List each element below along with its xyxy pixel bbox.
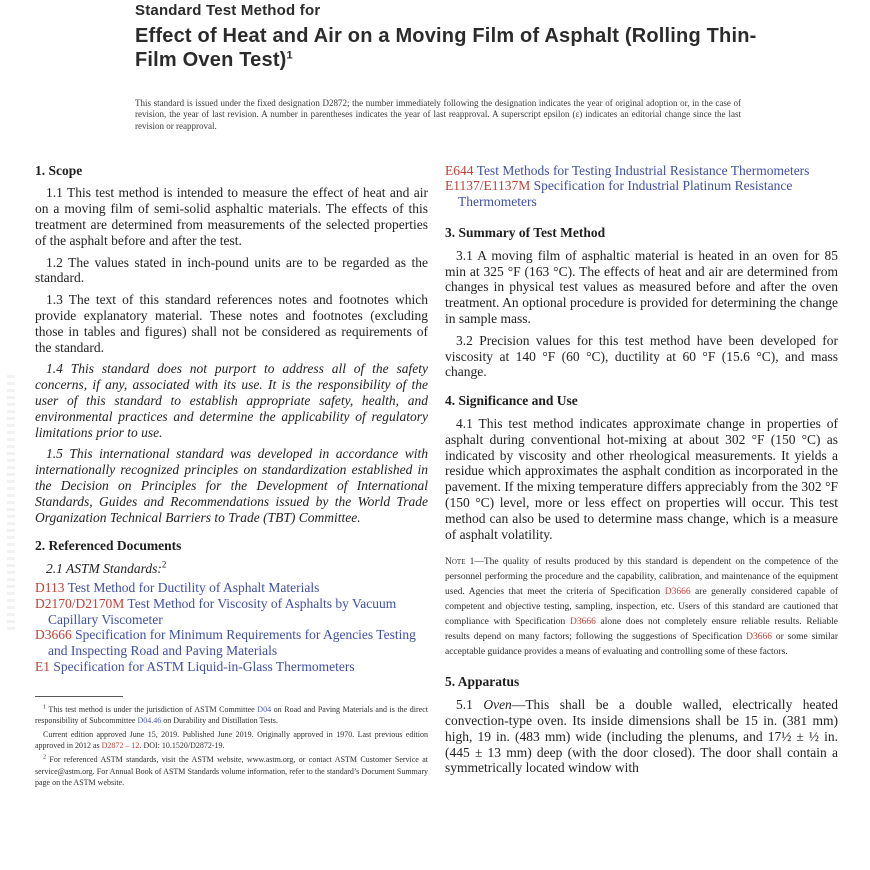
section-5-heading: 5. Apparatus <box>445 674 520 690</box>
note-1-text: alone does not completely ensure reliable results. Reliable results depend on many factors; following the suggestions of Specification <box>445 617 838 643</box>
paragraph-5-1-text: —This shall be a double walled, electrically heated convection-type oven. Its inside dimensions shall be 15 in. (381 mm) high, 19 in. (483 mm) wide (including the plenums, and 17½ ± ½ in. (445 ± 13 mm) deep (with the door closed). The door shall contain a symmetrically located window with <box>445 697 838 776</box>
designation-boilerplate: This standard is issued under the fixed designation D2872; the number immediately following the designation indicates the year of original adoption or, in the case of revision, the year of last revision. A number in parentheses indicates the year of last reapproval. A superscript epsilon (ε) indicates an editorial change since the last revision or reapproval. <box>135 97 741 131</box>
footnote-1-text: This test method is under the jurisdiction of ASTM Committee <box>46 704 258 714</box>
footnote-separator-rule <box>35 696 123 697</box>
section-3-heading: 3. Summary of Test Method <box>445 224 606 240</box>
footnote-1-text: on Road and Paving Materials and is the direct responsibility of Subcommittee <box>35 704 429 726</box>
apparatus-term: Oven <box>483 697 512 713</box>
title-footnote-ref: 1 <box>286 49 293 62</box>
document-header <box>0 0 870 133</box>
standard-title-link[interactable]: Specification for Industrial Platinum Resistance Thermometers <box>458 178 793 210</box>
footnote-edition-text: Current edition approved June 15, 2019. Published June 2019. Originally approved in 1970. Last previous edition approved in 2012 as <box>35 729 428 751</box>
reference-item <box>445 178 838 210</box>
footnote-2-text: For referenced ASTM standards, visit the ASTM website, www.astm.org, or contact ASTM Customer Service at service@astm.org. For Annual Book of ASTM Standards volume information, refer to the standard’s Document Summary page on the ASTM website. <box>35 755 428 788</box>
note-1 <box>445 555 838 660</box>
previous-edition-link[interactable]: D2872 – 12 <box>101 741 140 751</box>
footnotes-block <box>35 704 428 789</box>
astm-standards-subheading <box>35 561 428 577</box>
standard-title-link[interactable]: Test Method for Ductility of Asphalt Materials <box>67 579 320 595</box>
footnote-1 <box>35 704 428 727</box>
standard-code-link[interactable]: D3666 <box>35 627 72 643</box>
reference-item <box>445 163 838 179</box>
note-1-label: Note 1 <box>445 557 475 568</box>
paragraph-5-1 <box>445 697 838 776</box>
footnote-1-marker: 1 <box>43 704 46 711</box>
astm-standards-label: 2.1 ASTM Standards: <box>46 561 162 577</box>
two-column-body <box>35 163 838 791</box>
note-1-text: or some similar acceptable guidance provides a means of evaluating and controlling some of these factors. <box>445 632 838 658</box>
standard-title-link[interactable]: Test Methods for Testing Industrial Resistance Thermometers <box>476 162 810 178</box>
standard-title-link[interactable]: Specification for ASTM Liquid-in-Glass Thermometers <box>53 658 355 674</box>
footnote-edition <box>35 729 428 752</box>
standard-code-link[interactable]: D113 <box>35 579 65 595</box>
standard-code-link[interactable]: E644 <box>445 162 474 178</box>
paragraph-1-5: 1.5 This international standard was developed in accordance with internationally recognized principles on standardization established in the Decision on Principles for the Development of International Standards, Guides and Recommendations issued by the World Trade Organization Technical Barriers to Trade (TBT) Committee. <box>35 446 428 525</box>
reference-list-left <box>35 580 428 675</box>
standard-title-link[interactable]: Specification for Minimum Requirements for Agencies Testing and Inspecting Road and Paving Materials <box>48 627 416 659</box>
paragraph-1-1: 1.1 This test method is intended to measure the effect of heat and air on a moving film of semi-solid asphaltic materials. The effects of this treatment are determined from measurements of the selected properties of the asphalt before and after the test. <box>35 185 428 248</box>
subcommittee-link[interactable]: D04.46 <box>137 716 162 726</box>
title-kicker: Standard Test Method for <box>135 2 321 19</box>
paragraph-5-1-number: 5.1 <box>456 697 484 713</box>
left-margin-faint-print <box>7 375 15 630</box>
standard-title-link[interactable]: Test Method for Viscosity of Asphalts by Vacuum Capillary Viscometer <box>48 595 397 627</box>
d3666-link[interactable]: D3666 <box>569 617 596 628</box>
committee-link[interactable]: D04 <box>257 704 272 714</box>
paragraph-1-3: 1.3 The text of this standard references notes and footnotes which provide explanatory material. These notes and footnotes (excluding those in tables and figures) shall not be considered as requirements of the standard. <box>35 292 428 355</box>
footnote-edition-text: . DOI: 10.1520/D2872-19. <box>139 741 225 751</box>
standard-code-link[interactable]: E1137/E1137M <box>445 178 531 194</box>
section-1-heading: 1. Scope <box>35 162 83 178</box>
reference-item <box>35 627 428 659</box>
standard-code-link[interactable]: D2170/D2170M <box>35 595 125 611</box>
astm-standards-footnote-ref: 2 <box>161 559 167 570</box>
paragraph-1-4: 1.4 This standard does not purport to address all of the safety concerns, if any, associated with its use. It is the responsibility of the user of this standard to establish appropriate safety, health, and environmental practices and determine the applicability of regulatory limitations prior to use. <box>35 361 428 440</box>
paragraph-3-2: 3.2 Precision values for this test method have been developed for viscosity at 140 °F (60 °C), ductility at 60 °F (15.6 °C), and mass change. <box>445 332 838 380</box>
reference-list-right <box>445 163 838 210</box>
right-column <box>445 163 838 791</box>
paragraph-1-2: 1.2 The values stated in inch-pound units are to be regarded as the standard. <box>35 254 428 286</box>
reference-item <box>35 596 428 628</box>
document-title <box>135 24 780 73</box>
left-column <box>35 163 428 791</box>
note-1-text: are generally considered capable of competent and objective testing, sampling, inspection, etc. Users of this standard are cautioned that compliance with Specification <box>445 587 838 628</box>
reference-item <box>35 659 428 675</box>
footnote-2-marker: 2 <box>43 754 46 761</box>
document-title-text: Effect of Heat and Air on a Moving Film of Asphalt (Rolling Thin-Film Oven Test) <box>135 24 757 72</box>
d3666-link[interactable]: D3666 <box>746 632 772 643</box>
section-2-heading: 2. Referenced Documents <box>35 538 182 554</box>
reference-item <box>35 580 428 596</box>
d3666-link[interactable]: D3666 <box>664 587 691 598</box>
paragraph-4-1: 4.1 This test method indicates approximate change in properties of asphalt during conventional hot-mixing at about 302 °F (150 °C) as indicated by viscosity and other rheological measurements. It yields a residue which approximates the asphalt condition as incorporated in the pavement. If the mixing temperature differs appreciably from the 302 °F (150 °C) level, more or less effect on properties will occur. This test method can also be used to determine mass change, which is a measure of asphalt volatility. <box>445 415 838 542</box>
footnote-1-text: on Durability and Distillation Tests. <box>161 716 278 726</box>
section-4-heading: 4. Significance and Use <box>445 393 578 409</box>
footnote-2 <box>35 754 428 789</box>
note-1-text: —The quality of results produced by this standard is dependent on the competence of the personnel performing the procedure and the capability, calibration, and maintenance of the equipment used. Agencies that meet the criteria of Specification <box>445 557 838 598</box>
standard-code-link[interactable]: E1 <box>35 658 50 674</box>
paragraph-3-1: 3.1 A moving film of asphaltic material is heated in an oven for 85 min at 325 °F (163 °C). The effects of heat and air are determined from changes in physical test values as measured before and after the oven treatment. An optional procedure is provided for determining the change in sample mass. <box>445 247 838 326</box>
